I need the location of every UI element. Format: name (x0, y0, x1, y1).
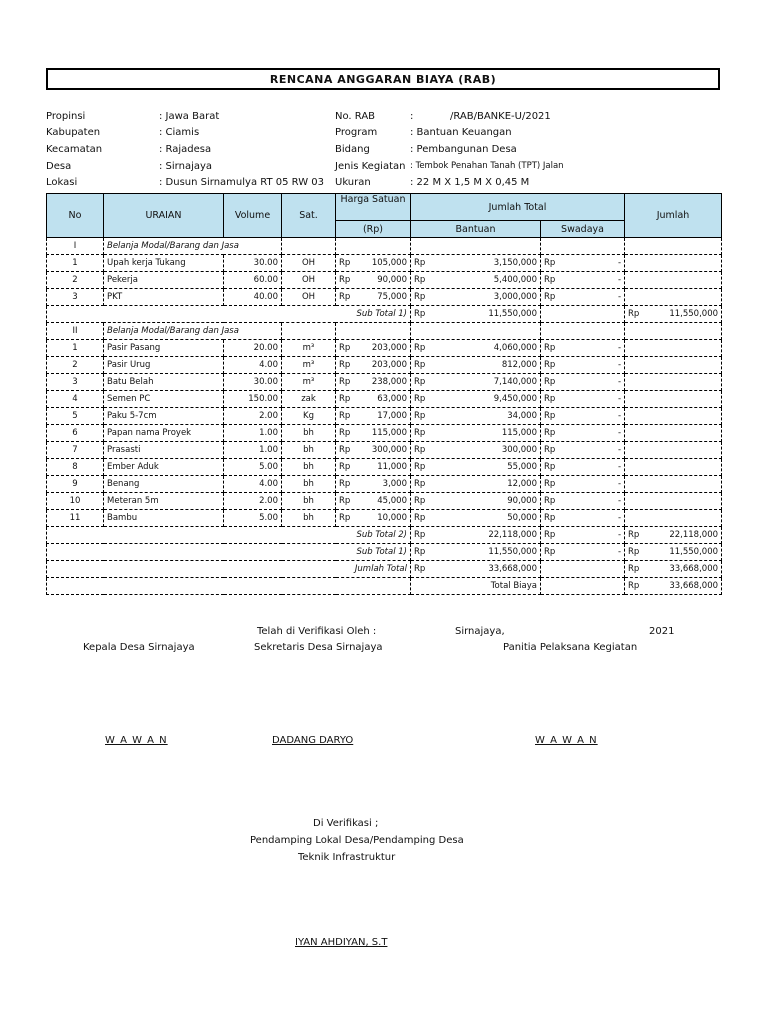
year-label: 2021 (649, 626, 675, 637)
row-no: 1 (72, 257, 78, 268)
header-harga-satuan: Harga Satuan (336, 194, 411, 221)
subtotal-row (47, 561, 722, 578)
subtotal-jumlah: 33,668,000 (669, 563, 719, 574)
total-biaya-label: Total Biaya (490, 580, 537, 591)
row-uraian: Batu Belah (107, 376, 154, 387)
info-right-label: No. RAB (335, 111, 376, 122)
role-sekretaris: Sekretaris Desa Sirnajaya (254, 642, 383, 653)
row-harga: 238,000 (371, 376, 407, 387)
info-left-label: Kecamatan (46, 144, 103, 155)
rp-label: Rp (339, 291, 351, 302)
row-volume: 60.00 (253, 274, 278, 285)
rp-label: Rp (414, 478, 426, 489)
rp-label: Rp (339, 461, 351, 472)
row-volume: 5.00 (259, 461, 278, 472)
row-uraian: Papan nama Proyek (107, 427, 192, 438)
rp-label: Rp (414, 529, 426, 540)
row-sat: Kg (303, 410, 314, 421)
rp-label: Rp (544, 461, 556, 472)
row-bantuan: 34,000 (507, 410, 537, 421)
row-swadaya: - (617, 342, 622, 353)
rp-label: Rp (414, 274, 426, 285)
row-no: 8 (72, 461, 78, 472)
row-swadaya: - (617, 291, 622, 302)
row-no: 11 (69, 512, 81, 523)
subtotal-jumlah: 11,550,000 (669, 308, 719, 319)
section-label: Belanja Modal/Barang dan Jasa (107, 325, 239, 336)
rp-label: Rp (544, 427, 556, 438)
section-no: I (73, 240, 77, 251)
row-no: 9 (72, 478, 78, 489)
rp-label: Rp (628, 546, 640, 557)
row-no: 5 (72, 410, 78, 421)
subtotal-label: Sub Total 2) (356, 529, 407, 540)
row-uraian: Semen PC (107, 393, 151, 404)
row-uraian: Upah kerja Tukang (107, 257, 186, 268)
row-swadaya: - (617, 495, 622, 506)
name-kepala-desa: W A W A N (105, 735, 168, 746)
verified-by-label: Telah di Verifikasi Oleh : (257, 626, 377, 637)
row-no: 7 (72, 444, 78, 455)
info-right-value: : Tembok Penahan Tanah (TPT) Jalan (410, 161, 564, 171)
rp-label: Rp (414, 563, 426, 574)
row-sat: bh (303, 427, 314, 438)
rp-label: Rp (544, 342, 556, 353)
table-row (47, 493, 722, 510)
row-bantuan: 300,000 (501, 444, 537, 455)
section-label: Belanja Modal/Barang dan Jasa (107, 240, 239, 251)
table-row (47, 442, 722, 459)
row-sat: OH (301, 274, 316, 285)
table-row (47, 408, 722, 425)
row-bantuan: 3,000,000 (493, 291, 537, 302)
rp-label: Rp (414, 291, 426, 302)
row-volume: 2.00 (259, 495, 278, 506)
row-swadaya: - (617, 274, 622, 285)
row-volume: 2.00 (259, 410, 278, 421)
table-row (47, 459, 722, 476)
header-jumlah: Jumlah (625, 194, 722, 238)
section-row (47, 238, 722, 255)
row-volume: 1.00 (259, 444, 278, 455)
rp-label: Rp (414, 546, 426, 557)
subtotal-label: Sub Total 1) (356, 546, 407, 557)
rp-label: Rp (339, 478, 351, 489)
info-right-colon: : (410, 111, 414, 122)
row-uraian: Paku 5-7cm (107, 410, 157, 421)
row-harga: 63,000 (377, 393, 407, 404)
subtotal-row (47, 544, 722, 561)
row-uraian: Pasir Urug (107, 359, 151, 370)
header-swadaya: Swadaya (541, 221, 625, 238)
subtotal-bantuan: 22,118,000 (488, 529, 537, 540)
row-sat: m³ (302, 376, 315, 387)
row-uraian: Prasasti (107, 444, 141, 455)
rp-label: Rp (414, 410, 426, 421)
row-harga: 203,000 (371, 359, 407, 370)
rp-label: Rp (628, 580, 640, 591)
row-harga: 17,000 (377, 410, 407, 421)
row-bantuan: 5,400,000 (493, 274, 537, 285)
row-swadaya: - (617, 444, 622, 455)
total-biaya-row (47, 578, 722, 595)
row-volume: 1.00 (259, 427, 278, 438)
row-uraian: Bambu (107, 512, 138, 523)
rp-label: Rp (414, 359, 426, 370)
table-row (47, 255, 722, 272)
rp-label: Rp (414, 257, 426, 268)
rp-label: Rp (544, 393, 556, 404)
row-uraian: Meteran 5m (107, 495, 159, 506)
rp-label: Rp (544, 546, 556, 557)
row-bantuan: 7,140,000 (493, 376, 537, 387)
row-harga: 3,000 (382, 478, 407, 489)
table-row (47, 425, 722, 442)
row-no: 2 (72, 274, 78, 285)
info-left-label: Lokasi (46, 177, 78, 188)
place-label: Sirnajaya, (455, 626, 505, 637)
header-sat: Sat. (282, 194, 336, 238)
subtotal-bantuan: 33,668,000 (488, 563, 537, 574)
info-left-value: : Sirnajaya (159, 161, 213, 172)
row-sat: m³ (302, 342, 315, 353)
info-left-value: : Jawa Barat (159, 111, 220, 122)
verif2-name: IYAN AHDIYAN, S.T (295, 937, 388, 948)
info-left-value: : Dusun Sirnamulya RT 05 RW 03 (159, 177, 325, 188)
row-harga: 45,000 (377, 495, 407, 506)
row-sat: bh (303, 495, 314, 506)
subtotal-jumlah: 11,550,000 (669, 546, 719, 557)
info-left-value: : Rajadesa (159, 144, 212, 155)
rp-label: Rp (544, 359, 556, 370)
info-left-value: : Ciamis (159, 127, 200, 138)
info-right-label: Jenis Kegiatan (335, 161, 406, 172)
row-harga: 300,000 (371, 444, 407, 455)
row-bantuan: 12,000 (507, 478, 537, 489)
row-sat: bh (303, 461, 314, 472)
table-row (47, 340, 722, 357)
row-swadaya: - (617, 410, 622, 421)
rp-label: Rp (628, 563, 640, 574)
subtotal-label: Sub Total 1) (356, 308, 407, 319)
row-swadaya: - (617, 393, 622, 404)
header-volume: Volume (224, 194, 282, 238)
row-bantuan: 50,000 (507, 512, 537, 523)
header-no: No (47, 194, 104, 238)
subtotal-label: Jumlah Total (354, 563, 407, 574)
rp-label: Rp (544, 376, 556, 387)
row-bantuan: 115,000 (501, 427, 537, 438)
subtotal-bantuan: 11,550,000 (488, 546, 537, 557)
row-volume: 40.00 (253, 291, 278, 302)
subtotal-swadaya: - (617, 529, 622, 540)
row-volume: 5.00 (259, 512, 278, 523)
row-sat: OH (301, 291, 316, 302)
row-uraian: PKT (107, 291, 123, 302)
rp-label: Rp (414, 376, 426, 387)
rp-label: Rp (544, 410, 556, 421)
table-row (47, 272, 722, 289)
subtotal-row (47, 306, 722, 323)
section-no: II (72, 325, 78, 336)
row-bantuan: 812,000 (501, 359, 537, 370)
rp-label: Rp (544, 291, 556, 302)
name-panitia: W A W A N (535, 735, 598, 746)
section-row (47, 323, 722, 340)
row-sat: OH (301, 257, 316, 268)
info-right-value: /RAB/BANKE-U/2021 (450, 111, 551, 122)
subtotal-swadaya: - (617, 546, 622, 557)
role-panitia: Panitia Pelaksana Kegiatan (503, 642, 638, 653)
row-no: 10 (69, 495, 81, 506)
rp-label: Rp (339, 410, 351, 421)
subtotal-bantuan: 11,550,000 (488, 308, 537, 319)
row-harga: 75,000 (377, 291, 407, 302)
row-no: 4 (72, 393, 78, 404)
row-harga: 90,000 (377, 274, 407, 285)
row-harga: 203,000 (371, 342, 407, 353)
rp-label: Rp (628, 529, 640, 540)
table-row (47, 391, 722, 408)
row-bantuan: 3,150,000 (493, 257, 537, 268)
info-left-label: Kabupaten (46, 127, 101, 138)
info-right-label: Bidang (335, 144, 370, 155)
rp-label: Rp (414, 427, 426, 438)
row-no: 6 (72, 427, 78, 438)
row-no: 3 (72, 376, 78, 387)
row-no: 3 (72, 291, 78, 302)
verif2-role1: Pendamping Lokal Desa/Pendamping Desa (250, 835, 464, 846)
rp-label: Rp (339, 342, 351, 353)
row-swadaya: - (617, 359, 622, 370)
rp-label: Rp (544, 529, 556, 540)
row-volume: 30.00 (253, 376, 278, 387)
rp-label: Rp (339, 359, 351, 370)
rp-label: Rp (414, 342, 426, 353)
row-swadaya: - (617, 427, 622, 438)
rp-label: Rp (339, 274, 351, 285)
row-volume: 4.00 (259, 359, 278, 370)
row-bantuan: 90,000 (507, 495, 537, 506)
document-title: RENCANA ANGGARAN BIAYA (RAB) (46, 68, 720, 90)
row-volume: 150.00 (248, 393, 278, 404)
row-swadaya: - (617, 376, 622, 387)
table-row (47, 510, 722, 527)
row-no: 2 (72, 359, 78, 370)
rp-label: Rp (339, 427, 351, 438)
table-row (47, 476, 722, 493)
info-left-label: Desa (46, 161, 72, 172)
row-volume: 30.00 (253, 257, 278, 268)
info-right-label: Ukuran (335, 177, 371, 188)
rp-label: Rp (339, 376, 351, 387)
role-kepala-desa: Kepala Desa Sirnajaya (83, 642, 195, 653)
header-rp: (Rp) (336, 221, 411, 238)
row-sat: m³ (302, 359, 315, 370)
table-row (47, 289, 722, 306)
name-sekretaris: DADANG DARYO (272, 735, 354, 746)
row-swadaya: - (617, 512, 622, 523)
row-uraian: Pasir Pasang (107, 342, 161, 353)
table-row (47, 374, 722, 391)
header-uraian: URAIAN (104, 194, 224, 238)
row-uraian: Ember Aduk (107, 461, 159, 472)
row-sat: bh (303, 444, 314, 455)
verif2-label: Di Verifikasi ; (313, 818, 379, 829)
header-jumlah-total: Jumlah Total (411, 194, 625, 221)
info-left-label: Propinsi (46, 111, 86, 122)
table-row (47, 357, 722, 374)
row-bantuan: 55,000 (507, 461, 537, 472)
rp-label: Rp (544, 257, 556, 268)
rp-label: Rp (544, 444, 556, 455)
rp-label: Rp (544, 478, 556, 489)
rp-label: Rp (544, 495, 556, 506)
total-biaya-jumlah: 33,668,000 (669, 580, 719, 591)
info-right-value: : Bantuan Keuangan (410, 127, 512, 138)
rp-label: Rp (544, 512, 556, 523)
row-no: 1 (72, 342, 78, 353)
info-right-label: Program (335, 127, 378, 138)
info-right-value: : Pembangunan Desa (410, 144, 517, 155)
subtotal-row (47, 527, 722, 544)
rp-label: Rp (414, 461, 426, 472)
rp-label: Rp (339, 257, 351, 268)
rab-table (46, 193, 722, 595)
row-swadaya: - (617, 461, 622, 472)
rp-label: Rp (414, 512, 426, 523)
rp-label: Rp (339, 495, 351, 506)
info-right-value: : 22 M X 1,5 M X 0,45 M (410, 177, 530, 188)
row-volume: 4.00 (259, 478, 278, 489)
verif2-role2: Teknik Infrastruktur (298, 852, 396, 863)
row-sat: bh (303, 478, 314, 489)
row-harga: 115,000 (371, 427, 407, 438)
rp-label: Rp (414, 444, 426, 455)
row-sat: bh (303, 512, 314, 523)
rp-label: Rp (339, 512, 351, 523)
rp-label: Rp (414, 393, 426, 404)
row-uraian: Benang (107, 478, 140, 489)
row-harga: 10,000 (377, 512, 407, 523)
rp-label: Rp (414, 495, 426, 506)
subtotal-jumlah: 22,118,000 (669, 529, 719, 540)
rp-label: Rp (339, 444, 351, 455)
row-sat: zak (301, 393, 316, 404)
row-bantuan: 4,060,000 (493, 342, 537, 353)
row-uraian: Pekerja (107, 274, 138, 285)
header-bantuan: Bantuan (411, 221, 541, 238)
row-harga: 11,000 (377, 461, 407, 472)
row-volume: 20.00 (253, 342, 278, 353)
rp-label: Rp (414, 308, 426, 319)
row-swadaya: - (617, 257, 622, 268)
rp-label: Rp (544, 274, 556, 285)
row-swadaya: - (617, 478, 622, 489)
row-harga: 105,000 (371, 257, 407, 268)
rp-label: Rp (339, 393, 351, 404)
rp-label: Rp (628, 308, 640, 319)
row-bantuan: 9,450,000 (493, 393, 537, 404)
